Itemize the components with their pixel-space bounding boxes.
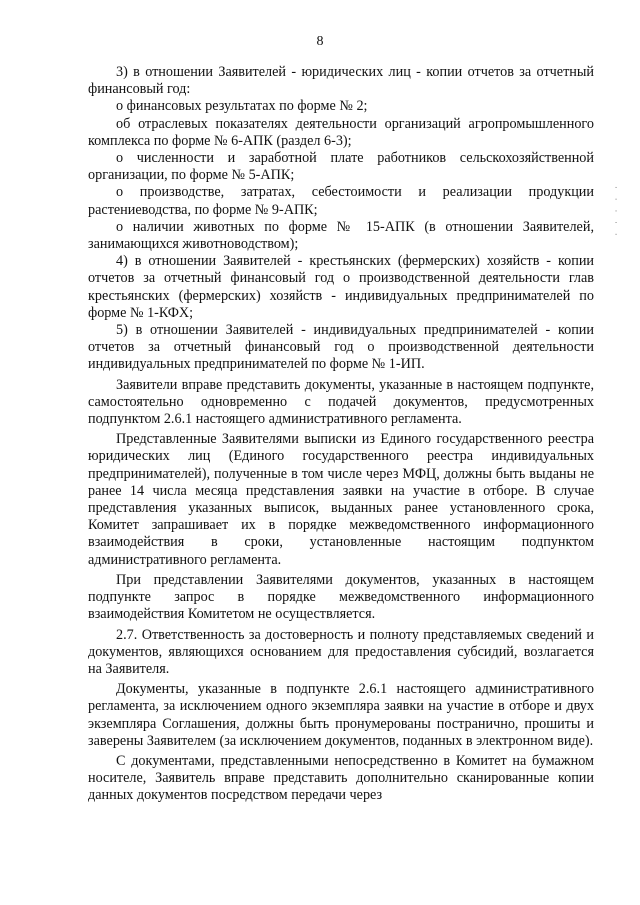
paragraph-section-2-7: 2.7. Ответственность за достоверность и полноту представляемых сведений и документов, являющихся основанием для предоставления субсидий, возлагается на Заявителя. <box>88 626 594 677</box>
scan-margin-marks: · · · · · <box>610 186 620 239</box>
paragraph-interagency-request: При представлении Заявителями документов, указанных в настоящем подпункте запрос в порядке межведомственного информационного взаимодействия Комитетом не осуществляется. <box>88 571 594 623</box>
paragraph-documents-numbering: Документы, указанные в подпункте 2.6.1 настоящего административного регламента, за исключением одного экземпляра заявки на участие в отборе и двух экземпляра Соглашения, должны быть пронумерованы постранично, прошиты и заверены Заявителем (за исключением документов, поданных в электронном виде). <box>88 681 594 749</box>
document-body <box>88 64 594 805</box>
paragraph-registry-extracts: Представленные Заявителями выписки из Единого государственного реестра юридических лиц (Единого государственного реестра индивидуальных предпринимателей), полученные в том числе через МФЦ, должны быть выданы не ранее 14 числа месяца представления заявки на участие в отборе. В случае представления указанных выписок, выданных ранее установленного срока, Комитет запрашивает их в порядке межведомственного информационного взаимодействия в сроки, установленные настоящим подпунктом административного регламента. <box>88 431 594 568</box>
paragraph-livestock: о наличии животных по форме № 15-АПК (в отношении Заявителей, занимающихся животноводством); <box>88 218 594 253</box>
paragraph-staff-salary: о численности и заработной плате работников сельскохозяйственной организации, по форме № 5-АПК; <box>88 150 594 184</box>
paragraph-item-5: 5) в отношении Заявителей - индивидуальных предпринимателей - копии отчетов за отчетный финансовый год о производственной деятельности индивидуальных предпринимателей по форме № 1-ИП. <box>88 322 594 373</box>
paragraph-scanned-copies: С документами, представленными непосредственно в Комитет на бумажном носителе, Заявитель вправе представить дополнительно сканированные копии данных документов посредством передачи через <box>88 752 594 804</box>
page-number: 8 <box>316 34 324 49</box>
paragraph-industry-indicators: об отраслевых показателях деятельности организаций агропромышленного комплекса по форме № 6-АПК (раздел 6-3); <box>88 115 594 149</box>
paragraph-item-3: 3) в отношении Заявителей - юридических лиц - копии отчетов за отчетный финансовый год: <box>88 64 594 98</box>
paragraph-applicants-right: Заявители вправе представить документы, указанные в настоящем подпункте, самостоятельно одновременно с подачей документов, предусмотренных подпунктом 2.6.1 настоящего административного регламента. <box>88 376 594 428</box>
paragraph-item-4: 4) в отношении Заявителей - крестьянских (фермерских) хозяйств - копии отчетов за отчетный финансовый год о производственной деятельности глав крестьянских (фермерских) хозяйств - индивидуальных предпринимателей по форме № 1-КФХ; <box>88 253 594 321</box>
paragraph-financial-results: о финансовых результатах по форме № 2; <box>116 98 368 115</box>
paragraph-crop-production: о производстве, затратах, себестоимости и реализации продукции растениеводства, по форме № 9-АПК; <box>88 184 594 218</box>
